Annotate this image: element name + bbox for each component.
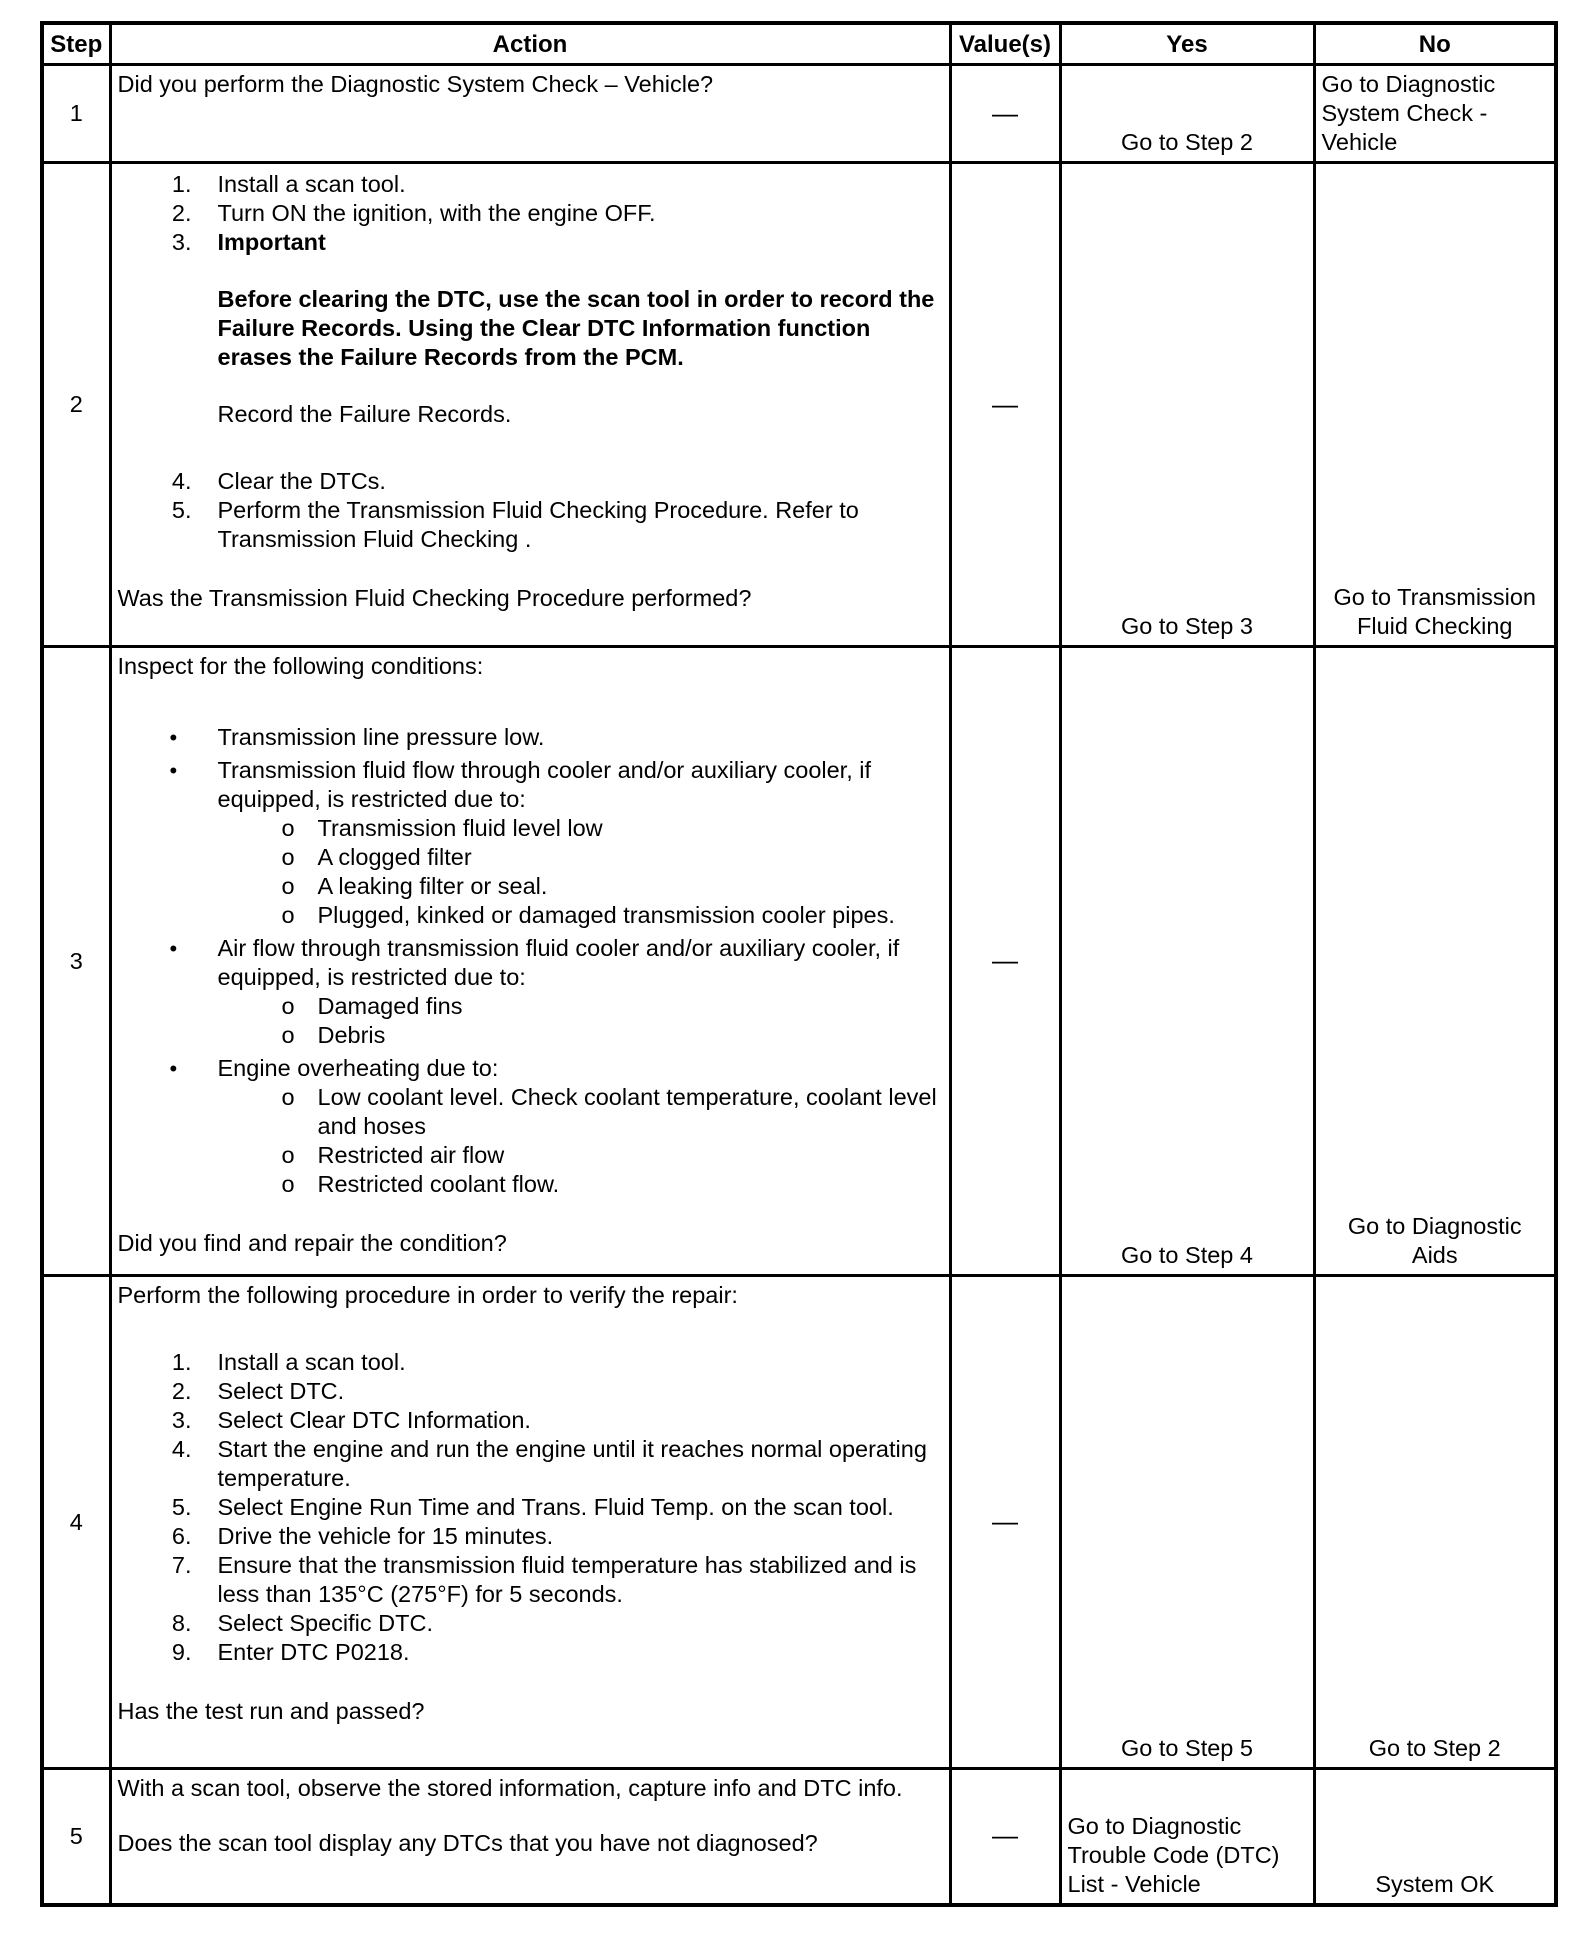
list-item bbox=[118, 1609, 943, 1638]
value-dash: — bbox=[992, 1820, 1018, 1851]
yes-link[interactable]: Go to Step 5 bbox=[1121, 1735, 1253, 1761]
action-text: With a scan tool, observe the stored information, capture info and DTC info. bbox=[117, 1775, 903, 1801]
yes-cell bbox=[1060, 163, 1314, 647]
table-row bbox=[42, 65, 1556, 163]
condition-text: Transmission fluid flow through cooler and/or auxiliary cooler, if equipped, is restricted due to: bbox=[217, 757, 872, 812]
no-link[interactable]: Go to Transmission Fluid Checking bbox=[1333, 584, 1536, 639]
step-item-number: 4. bbox=[171, 468, 192, 494]
list-item bbox=[118, 467, 943, 496]
circle-bullet-icon: o bbox=[281, 1084, 295, 1110]
no-link[interactable]: Go to Step 2 bbox=[1368, 1735, 1501, 1761]
step-number: 5 bbox=[42, 1769, 110, 1905]
step-item-text: Install a scan tool. bbox=[217, 171, 406, 197]
list-item bbox=[118, 1348, 943, 1377]
action-cell bbox=[110, 65, 950, 163]
step-item-text: Ensure that the transmission fluid temperature has stabilized and is less than 135°C (275°F) for 5 seconds. bbox=[217, 1552, 917, 1607]
list-item bbox=[118, 1493, 943, 1522]
circle-bullet-icon: o bbox=[281, 815, 295, 841]
action-question: Has the test run and passed? bbox=[117, 1698, 425, 1724]
value-cell bbox=[950, 65, 1060, 163]
circle-bullet-icon: o bbox=[281, 844, 295, 870]
value-cell bbox=[950, 163, 1060, 647]
procedure-list bbox=[118, 1348, 943, 1667]
action-question: Does the scan tool display any DTCs that you have not diagnosed? bbox=[117, 1830, 818, 1856]
step-number: 3 bbox=[42, 647, 110, 1276]
circle-bullet-icon: o bbox=[281, 993, 295, 1019]
header-action: Action bbox=[110, 23, 950, 65]
list-item bbox=[118, 1406, 943, 1435]
header-yes: Yes bbox=[1060, 23, 1314, 65]
value-dash: — bbox=[992, 1506, 1018, 1536]
sub-condition-list bbox=[218, 992, 943, 1050]
list-item bbox=[118, 228, 943, 257]
no-cell bbox=[1314, 65, 1556, 163]
step-item-text: Select Engine Run Time and Trans. Fluid Temp. on the scan tool. bbox=[217, 1494, 894, 1520]
value-dash: — bbox=[992, 945, 1018, 975]
sub-condition-text: A clogged filter bbox=[317, 844, 472, 870]
step-item-text: Turn ON the ignition, with the engine OFF. bbox=[217, 200, 656, 226]
table-row bbox=[42, 1276, 1556, 1769]
yes-cell bbox=[1060, 65, 1314, 163]
step-item-number: 1. bbox=[171, 171, 192, 197]
no-link[interactable]: System OK bbox=[1375, 1870, 1495, 1897]
sub-condition-text: Low coolant level. Check coolant temperature, coolant level and hoses bbox=[317, 1084, 937, 1139]
yes-cell bbox=[1060, 1276, 1314, 1769]
step-item-number: 5. bbox=[171, 497, 192, 523]
header-no: No bbox=[1314, 23, 1556, 65]
action-cell bbox=[110, 163, 950, 647]
list-item bbox=[118, 1021, 943, 1050]
step-item-number: 9. bbox=[171, 1639, 192, 1665]
step-item-text: Select DTC. bbox=[217, 1378, 345, 1404]
value-dash: — bbox=[992, 388, 1018, 419]
yes-link[interactable]: Go to Step 2 bbox=[1121, 129, 1253, 155]
bullet-icon: • bbox=[169, 758, 178, 783]
sub-condition-text: Damaged fins bbox=[317, 993, 463, 1019]
yes-cell bbox=[1060, 1769, 1314, 1905]
yes-link[interactable]: Go to Step 4 bbox=[1121, 1242, 1253, 1268]
step-item-text: Enter DTC P0218. bbox=[217, 1639, 410, 1665]
list-item bbox=[118, 1551, 943, 1609]
bullet-icon: • bbox=[169, 725, 178, 750]
list-item bbox=[118, 723, 943, 752]
table-row bbox=[42, 647, 1556, 1276]
diagnostic-table bbox=[40, 21, 1558, 1907]
yes-cell bbox=[1060, 647, 1314, 1276]
header-values: Value(s) bbox=[950, 23, 1060, 65]
value-cell bbox=[950, 1276, 1060, 1769]
condition-text: Air flow through transmission fluid cooler and/or auxiliary cooler, if equipped, is restricted due to: bbox=[217, 935, 900, 990]
circle-bullet-icon: o bbox=[281, 873, 295, 899]
list-item bbox=[118, 199, 943, 228]
sub-condition-list bbox=[218, 1083, 943, 1199]
list-item bbox=[118, 496, 943, 554]
circle-bullet-icon: o bbox=[281, 1022, 295, 1048]
no-cell bbox=[1314, 1276, 1556, 1769]
step-item-text: Start the engine and run the engine until it reaches normal operating temperature. bbox=[217, 1436, 927, 1491]
step-item-number: 5. bbox=[171, 1494, 192, 1520]
list-item bbox=[118, 1170, 943, 1199]
no-link[interactable]: Go to Diagnostic System Check - Vehicle bbox=[1321, 71, 1496, 155]
list-item bbox=[118, 1141, 943, 1170]
sub-condition-text: Plugged, kinked or damaged transmission cooler pipes. bbox=[317, 902, 895, 928]
value-cell bbox=[950, 647, 1060, 1276]
list-item bbox=[118, 170, 943, 199]
list-item bbox=[118, 756, 943, 930]
list-item bbox=[118, 1638, 943, 1667]
bullet-icon: • bbox=[169, 1056, 178, 1081]
step-item-number: 2. bbox=[171, 1378, 192, 1404]
no-link[interactable]: Go to Diagnostic Aids bbox=[1347, 1213, 1522, 1268]
step-number: 1 bbox=[42, 65, 110, 163]
step-item-text: Perform the Transmission Fluid Checking Procedure. Refer to Transmission Fluid Checking . bbox=[217, 497, 859, 552]
circle-bullet-icon: o bbox=[281, 1171, 295, 1197]
step-number: 4 bbox=[42, 1276, 110, 1769]
action-cell bbox=[110, 647, 950, 1276]
condition-text: Transmission line pressure low. bbox=[217, 724, 545, 750]
no-cell bbox=[1314, 1769, 1556, 1905]
condition-text: Engine overheating due to: bbox=[217, 1055, 499, 1081]
list-item bbox=[118, 814, 943, 843]
list-item bbox=[118, 872, 943, 901]
sub-condition-list bbox=[218, 814, 943, 930]
record-instruction: Record the Failure Records. bbox=[217, 401, 512, 427]
action-intro: Perform the following procedure in order to verify the repair: bbox=[117, 1282, 738, 1308]
list-item bbox=[118, 1522, 943, 1551]
step-item-number: 3. bbox=[171, 229, 192, 255]
list-item bbox=[118, 1054, 943, 1199]
step-item-text: Install a scan tool. bbox=[217, 1349, 406, 1375]
action-question: Did you find and repair the condition? bbox=[117, 1230, 507, 1256]
list-item bbox=[118, 901, 943, 930]
step-number: 2 bbox=[42, 163, 110, 647]
step-item-text: Important bbox=[217, 229, 326, 255]
procedure-list bbox=[118, 467, 943, 554]
action-question: Was the Transmission Fluid Checking Procedure performed? bbox=[117, 585, 752, 611]
list-item bbox=[118, 1083, 943, 1141]
step-item-number: 1. bbox=[171, 1349, 192, 1375]
step-item-number: 6. bbox=[171, 1523, 192, 1549]
sub-condition-text: Debris bbox=[317, 1022, 386, 1048]
list-item bbox=[118, 843, 943, 872]
bullet-icon: • bbox=[169, 936, 178, 961]
header-step: Step bbox=[42, 23, 110, 65]
value-cell bbox=[950, 1769, 1060, 1905]
sub-condition-text: Restricted air flow bbox=[317, 1142, 505, 1168]
condition-list bbox=[118, 723, 943, 1199]
circle-bullet-icon: o bbox=[281, 1142, 295, 1168]
no-cell bbox=[1314, 647, 1556, 1276]
list-item bbox=[118, 992, 943, 1021]
value-dash: — bbox=[992, 97, 1018, 128]
action-cell bbox=[110, 1769, 950, 1905]
step-item-number: 8. bbox=[171, 1610, 192, 1636]
yes-link[interactable]: Go to Diagnostic Trouble Code (DTC) List - Vehicle bbox=[1067, 1812, 1280, 1897]
important-note: Before clearing the DTC, use the scan tool in order to record the Failure Records. Using the Clear DTC Information function erases the Failure Records from the PCM. bbox=[217, 286, 935, 370]
table-row bbox=[42, 163, 1556, 647]
action-intro: Inspect for the following conditions: bbox=[117, 653, 484, 679]
list-item bbox=[118, 934, 943, 1050]
step-item-number: 2. bbox=[171, 200, 192, 226]
step-item-number: 4. bbox=[171, 1436, 192, 1462]
header-row bbox=[42, 23, 1556, 65]
step-item-text: Select Specific DTC. bbox=[217, 1610, 433, 1636]
step-item-text: Select Clear DTC Information. bbox=[217, 1407, 531, 1433]
step-item-number: 3. bbox=[171, 1407, 192, 1433]
step-item-text: Drive the vehicle for 15 minutes. bbox=[217, 1523, 554, 1549]
sub-condition-text: Transmission fluid level low bbox=[317, 815, 603, 841]
circle-bullet-icon: o bbox=[281, 902, 295, 928]
step-item-text: Clear the DTCs. bbox=[217, 468, 386, 494]
procedure-list bbox=[118, 170, 943, 257]
table-row bbox=[42, 1769, 1556, 1905]
step-item-number: 7. bbox=[171, 1552, 192, 1578]
yes-link[interactable]: Go to Step 3 bbox=[1121, 613, 1253, 639]
no-cell bbox=[1314, 163, 1556, 647]
action-cell bbox=[110, 1276, 950, 1769]
list-item bbox=[118, 1435, 943, 1493]
action-question: Did you perform the Diagnostic System Check – Vehicle? bbox=[117, 71, 714, 97]
list-item bbox=[118, 1377, 943, 1406]
sub-condition-text: Restricted coolant flow. bbox=[317, 1171, 560, 1197]
sub-condition-text: A leaking filter or seal. bbox=[317, 873, 548, 899]
